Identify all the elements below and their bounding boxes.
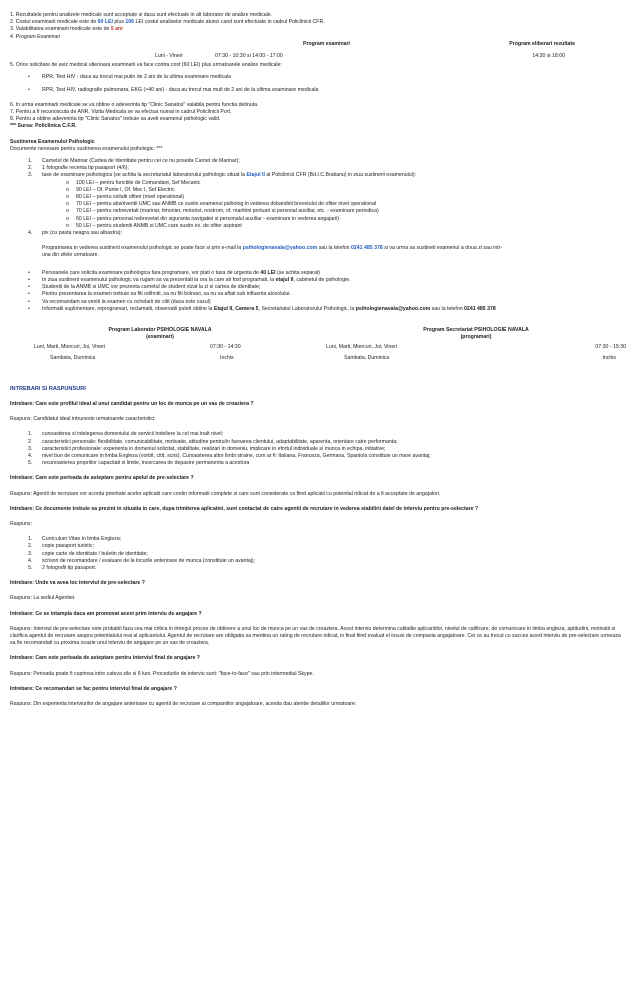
fee-item: o 80 LEI – pentru ceilalti ofiteri (nivel operational) (66, 194, 185, 201)
question-6: Intrebare: Care este perioada de asteptare pentru interviul final de angajare ? (10, 655, 200, 662)
question-7: Intrebare: Ce recomandari se fac pentru interviul final de angajare ? (10, 685, 177, 692)
lab-schedule (10, 327, 626, 362)
list-item: • Va recomandam sa veniti la examen cu ochelarii de citit (daca este cazul) (28, 298, 211, 305)
intro-line-4: 4. Program Examinari (10, 33, 61, 40)
list-item: 5. recunoasterea propriilor capacitati si limite, incercarea de depasire permanenta a acestora (28, 460, 250, 467)
question-1: Intrebare: Care este profilul ideal al unui candidat pentru un loc de munca pe un vas de croaziera ? (10, 400, 254, 407)
list-item: 5. 2 fotografii tip pasaport. (28, 564, 97, 571)
para-8: 8. Pentru a obtine adeverinta tip "Clinic Sanatos" trebuie sa aveti examenul psihologic valid. (10, 116, 221, 123)
exam-cost: 60 LEI (97, 19, 113, 26)
validity-period: 5 ani (110, 26, 123, 33)
fee-item: o 50 LEI – pentru studentii ANMB si UMC care sustin ex. de ofiter aspirant (66, 222, 242, 229)
analysis-cost: 106 (125, 19, 135, 26)
list-item: 1. cunoasterea si intelegerea domeniului de servicii hoteliere la cel mai inalt nivel; (28, 431, 224, 438)
list-item: 2. 1 fotografie recenta tip pasaport (4/6); (28, 165, 129, 172)
list-item: 3. copie carte de identitate / buletin de identitate; (28, 550, 148, 557)
question-2: Intrebare: Care este perioada de asteptare pentru apelul de pre-selectare ? (10, 475, 194, 482)
secretariat-program: Program Secretariat PSIHOLOGIE NAVALA (programari) Luni, Marti, Miercuri, Joi, Vineri 07:30 - 15:30 Sambata, Duminica Inchis (326, 326, 626, 361)
list-item: • RPR, Test HIV - daca au trecut mai putin de 2 ani de la ultima examinare medicala (28, 74, 232, 81)
question-3: Intrebare: Ce documente trebuie sa prezint in situatia in care, dupa trimiterea aplicatiei, sunt contactat de catre agentii de recrutare in vederea stabilirii datei de interviu pentru pre-selectare ? (10, 505, 479, 512)
fee-item: o 70 LEI – pentru absolventii UMC sau ANMB ce sustin examenul psiholog in vederea dobandirii brevetului de ofiter nivel operational (66, 201, 377, 208)
list-item: 4. nivel bun de comunicare in limba Engleza (vorbit, citit, scris). Cunoasterea altor limbi straine, cum ar fi: Italiana, Franceza, Germana, Spaniola constituie un mare avantaj; (28, 452, 431, 459)
list-item: 2. caracteristici personale: flexibilitate, comunicabilitate, motivatie, atitudine pentru/in favoarea clientului, adaptabilitate, aparenta, orientare catre performanta; (28, 438, 398, 445)
exam-schedule-table (155, 41, 635, 60)
list-item: 4. pix (cu pasta neagra sau albastra); (28, 230, 122, 237)
exam-hours: 07:30 - 10:30 si 14:00 - 17:00 (215, 53, 283, 60)
answer-5: Raspuns: Interviul de pre-selectare este probabil faza cea mai critica in intregul proces de obtinere a unui loc de munca pe un vas de croaziera. Acest interviu determina calitatile aplicantilor, nivelul de calificare, de comunicare in limba engleza, aptitudini, motivatii si clarifica agentul de recrutare asupra potentialului real al aplicantului. Agentul de recrutare are obligatia sa mentina un rating de recrutare ridicat, in final fiind evaluat el insusi de compania angajatoare. Cei ce au trecut cu succes acest interviu de pre-selectare urmeaza sa fie recomandati cu proxima ocazie unui interviu de angajare pe un vas de croaziera. (10, 625, 621, 647)
answer-2: Raspuns: Agentii de recrutare vor acorda prioritate acelor aplicatii care contin informatii complete si care sunt considerate ca fiind aplicatii cu potential ridicat de a fi acceptate de angajatori. (10, 490, 441, 497)
list-item: 3. caracteristici profesionale: experienta in domeniul solicitat, stabilitate, realizari in domeniu, implicare in efortul individuale si munca in echipa, initiative; (28, 445, 386, 452)
intro-line-3: 3. Valabilitatea examinarii medicale este de 5 ani (10, 26, 123, 33)
list-item: • In ziua sustinerii examenului psihologic va rugam sa va prezentati la ora la care ati fost programati, la etajul II, cabinetul de psihologie. (28, 276, 351, 283)
answer-6: Raspuns: Perioada poate fi cuprinsa intre cateva zile si 6 luni. Procedurile de interviu sunt: "face-to-face" sau prin intermediul Skype. (10, 670, 314, 677)
para-5: 5. Orice solicitare de aviz medical ulterioara examinarii va face contra cost (60 LEI) plus urmatoarele analize medicale: (10, 62, 282, 69)
fee-item: o 60 LEI – pentru personal nebrevetat din siguranta navigatiei si personalul auxiliar - examinare in vederea angajarii) (66, 215, 339, 222)
results-hours: 14:30 si 18:00 (532, 53, 565, 60)
lab-program: Program Laborator PSIHOLOGIE NAVALA (examinari) Luni, Marti, Miercuri, Joi, Vineri 07:30 - 14:30 Sambata, Duminica Inchis (34, 326, 241, 361)
source-note: *** Sursa: Policlinica C.F.R. (10, 123, 77, 130)
list-item: • Studentii de la ANMB si UMC vor prezenta carnetul de student vizat la zi si cartea de identitate; (28, 284, 261, 291)
email-link-2[interactable]: psihologienavala@yahoo.com (355, 305, 431, 312)
results-program-header: Program eliberari rezultate (509, 40, 575, 47)
email-link[interactable]: psihologienavala@yahoo.com (242, 245, 318, 252)
question-4: Intrebare: Unde va avea loc interviul de pre-selectare ? (10, 580, 145, 587)
answer-4: Raspuns: La sediul Agentiei. (10, 595, 76, 602)
para-7: 7. Pentru a fi recunoscuta de ANR, Vizita Medicala se va efectua numai in cadrul Policlinicii Port. (10, 109, 232, 116)
answer-7: Raspuns: Din experienta interviurilor de angajare anterioare cu agentii de recrutare ai companiilor angajatoare, acestia dau atentie detaliilor urmatoare: (10, 701, 357, 707)
phone-number: 0241 485 378 (351, 245, 383, 252)
list-item: • Informatii suplimentare, reprogramari, reclamatii, observatii puteti obtine la Etajul II, Camera 5, Secretariatul Laboratorului Psihologic, la psihologienavala@yahoo.com sau la telefon 0241 485 378 (28, 305, 496, 312)
answer-1: Raspuns: Candidatul ideal intruneste urmatoarele caracteristici: (10, 416, 156, 423)
list-item: 1. Carnetul de Marinar (Cartea de Identitate pentru cei ce nu poseda Carnet de Marinar); (28, 158, 240, 165)
floor-location: Etajul II (246, 172, 265, 179)
fee-item: o 100 LEI – pentru functiile de Comandant, Sef Mecanic (66, 179, 201, 186)
appointment-info: Programarea in vederea sustinerii examenului psihologic se poate face si prin e-mail la psihologienavala@yahoo.com sau la telefon 0241 485 378 si va urma sa sustineti examenul a doua zi sau intr- una din zilele urmatoare. (42, 245, 503, 259)
qa-title: INTREBARI SI RASPUNSURI (10, 385, 86, 392)
question-5: Intrebare: Ce se intampla daca am promovat acest prim interviu de angajare ? (10, 610, 202, 617)
list-item: 1. Curriculum Vitae in limba Engleza; (28, 536, 122, 543)
program-days: Luni - Vineri (155, 53, 183, 60)
answer-3: Raspuns: (10, 520, 32, 527)
list-item: 4. scrisori de recomandare / evaluare de la locurile anterioare de munca (constituie un avantaj); (28, 557, 256, 564)
fee-item: o 70 LEI – pentru nebrevetati (marinar, timonier, motorist, nostrom, of. maritimi portuari si personal auxiliar, etc. - examinare periodica) (66, 208, 379, 215)
list-item: 3. taxe de examinare psihologica (se achita la secretariatul laboratorului psihologic situat la Etajul II al Policlinicii CFR (Bd.I.C.Bratianu) in ziua sustinerii examenului): (28, 172, 417, 179)
exam-program-header: Program examinari (303, 40, 350, 47)
intro-line-1: 1. Rezultatele pentru analizele medicale sunt acceptate si daca sunt efectuate in alt laborator de analize medicale. (10, 12, 273, 18)
psy-title: Sustinerea Examenului Psihologic (10, 138, 95, 145)
intro-line-2: 2. Costul examinarii medicale este de 60 LEI plus 106 LEI costul analizelor medicale atunci cand sunt efectuate in cadrul Policlinicii CFR. (10, 19, 325, 26)
psy-subtitle: Documente necesare pentru sustinerea examenului psihologic: *** (10, 145, 163, 152)
para-6: 6. In urma examinarii medicale se va obtine o adeverinta tip "Clinic Sanatos" valabila pentru functia detinuta. (10, 101, 259, 108)
list-item: • Persoanele care solicita examinare psihologica fara programare, vor plati o taxa de urgenta de 40 LEI (se achita separat) (28, 269, 321, 276)
list-item: • RPR, Test HIV, radiografie pulmonara, EKG (>40 ani) - daca au trecut mai mult de 2 ani de la ultima examinare medicala (28, 86, 319, 93)
fee-item: o 90 LEI – Of. Punte I, Of. Mec I, Sef Electric (66, 186, 175, 193)
list-item: • Pentru prezentarea la examen trebuie sa fiti odihniti, sa nu fiti bolnavi, sa nu va aflati sub influenta alcoolului. (28, 291, 291, 298)
list-item: 2. copie pasaport turistic; (28, 543, 94, 550)
